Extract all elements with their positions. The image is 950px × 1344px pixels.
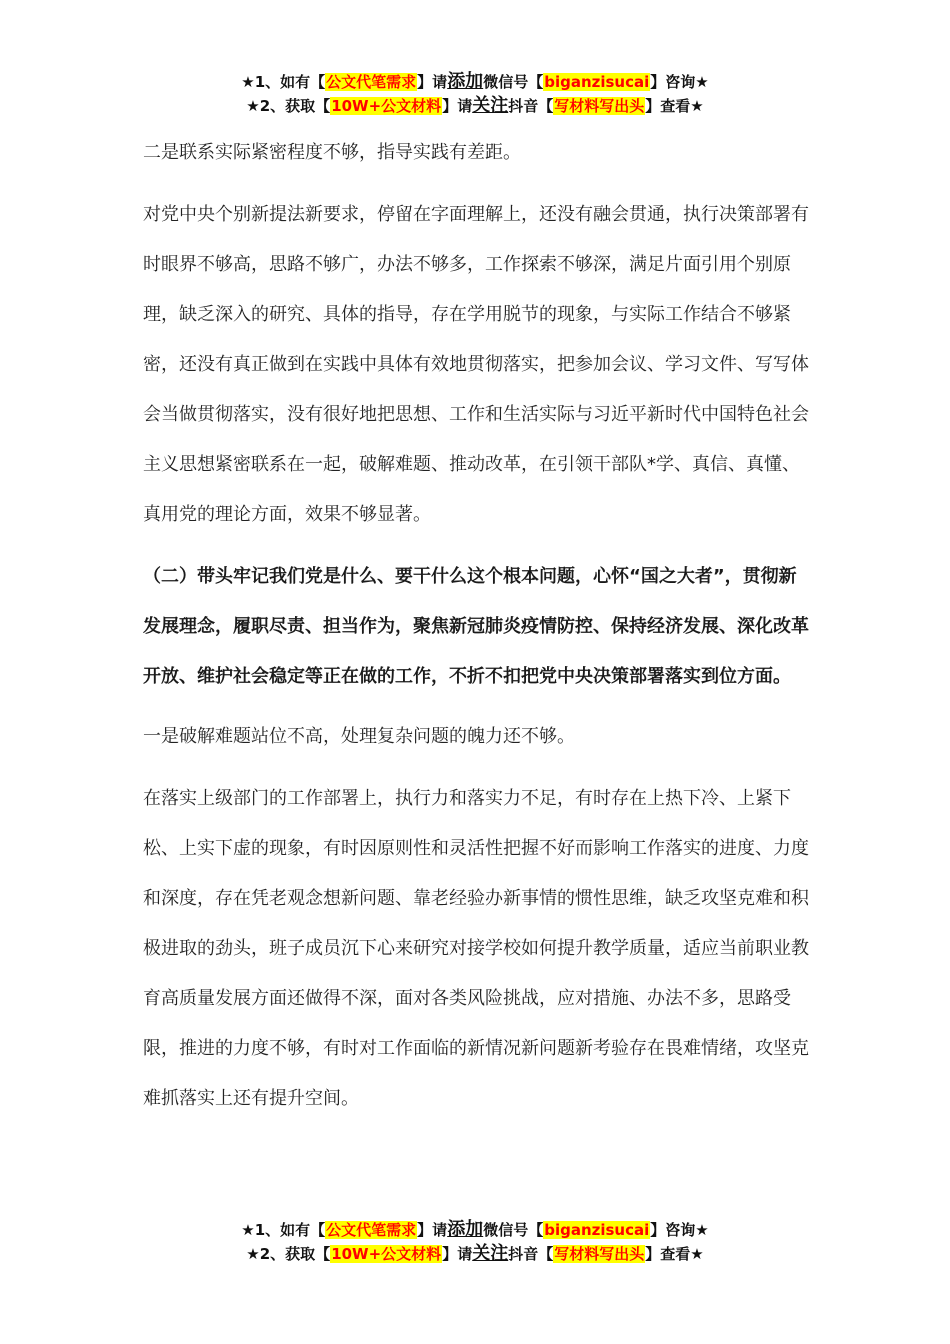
promo-text: 微信号【: [483, 73, 544, 91]
document-body: [143, 128, 813, 1124]
promo-text: 】查看★: [645, 1245, 704, 1263]
promo-text: 抖音【: [508, 97, 554, 115]
paragraph-subheading: 一是破解难题站位不高，处理复杂问题的魄力还不够。: [143, 726, 575, 747]
promo-text: 抖音【: [508, 1245, 554, 1263]
promo-text: 】请: [417, 1221, 448, 1239]
highlighted-keyword: 10W+公文材料: [331, 1245, 442, 1263]
paragraph-body: 在落实上级部门的工作部署上，执行力和落实力不足，有时存在上热下冷、上紧下松、上实下虚的现象，有时因原则性和灵活性把握不好而影响工作落实的进度、力度和深度，存在凭老观念想新问题、靠老经验办新事情的惯性思维，缺乏攻坚克难和积极进取的劲头，班子成员沉下心来研究对接学校如何提升教学质量，适应当前职业教育高质量发展方面还做得不深，面对各类风险挑战，应对措施、办法不多，思路受限，推进的力度不够，有时对工作面临的新情况新问题新考验存在畏难情绪，攻坚克难抓落实上还有提升空间。: [143, 788, 809, 1109]
promo-text: 】请: [417, 73, 448, 91]
header-promo-banner: [0, 70, 950, 118]
promo-text: 】请: [442, 97, 473, 115]
wechat-id-highlight: biganzisucai: [544, 1221, 650, 1239]
emphasis-text: 关注: [472, 1243, 509, 1264]
douyin-account-highlight: 写材料写出头: [554, 1245, 645, 1263]
promo-line-1: [0, 1218, 950, 1242]
promo-text: ★2、获取【: [246, 1245, 331, 1263]
douyin-account-highlight: 写材料写出头: [554, 97, 645, 115]
highlighted-keyword: 公文代笔需求: [326, 73, 417, 91]
promo-text: 】查看★: [645, 97, 704, 115]
emphasis-text: 添加: [447, 71, 484, 92]
highlighted-keyword: 10W+公文材料: [331, 97, 442, 115]
paragraph-subheading: 二是联系实际紧密程度不够，指导实践有差距。: [143, 142, 521, 163]
promo-line-2: [0, 94, 950, 118]
promo-text: 微信号【: [483, 1221, 544, 1239]
promo-text: ★1、如有【: [241, 1221, 326, 1239]
section-heading: （二）带头牢记我们党是什么、要干什么这个根本问题，心怀“国之大者”，贯彻新发展理念，履职尽责、担当作为，聚焦新冠肺炎疫情防控、保持经济发展、深化改革开放、维护社会稳定等正在做的工作，不折不扣把党中央决策部署落实到位方面。: [143, 566, 809, 687]
promo-line-1: [0, 70, 950, 94]
wechat-id-highlight: biganzisucai: [544, 73, 650, 91]
promo-line-2: [0, 1242, 950, 1266]
promo-text: 】咨询★: [650, 73, 709, 91]
promo-text: 】请: [442, 1245, 473, 1263]
promo-text: ★2、获取【: [246, 97, 331, 115]
promo-text: ★1、如有【: [241, 73, 326, 91]
paragraph-body: 对党中央个别新提法新要求，停留在字面理解上，还没有融会贯通，执行决策部署有时眼界不够高，思路不够广，办法不够多，工作探索不够深，满足片面引用个别原理，缺乏深入的研究、具体的指导，存在学用脱节的现象，与实际工作结合不够紧密，还没有真正做到在实践中具体有效地贯彻落实，把参加会议、学习文件、写写体会当做贯彻落实，没有很好地把思想、工作和生活实际与习近平新时代中国特色社会主义思想紧密联系在一起，破解难题、推动改革，在引领干部队*学、真信、真懂、真用党的理论方面，效果不够显著。: [143, 204, 809, 525]
emphasis-text: 添加: [447, 1219, 484, 1240]
promo-text: 】咨询★: [650, 1221, 709, 1239]
emphasis-text: 关注: [472, 95, 509, 116]
highlighted-keyword: 公文代笔需求: [326, 1221, 417, 1239]
footer-promo-banner: [0, 1218, 950, 1266]
